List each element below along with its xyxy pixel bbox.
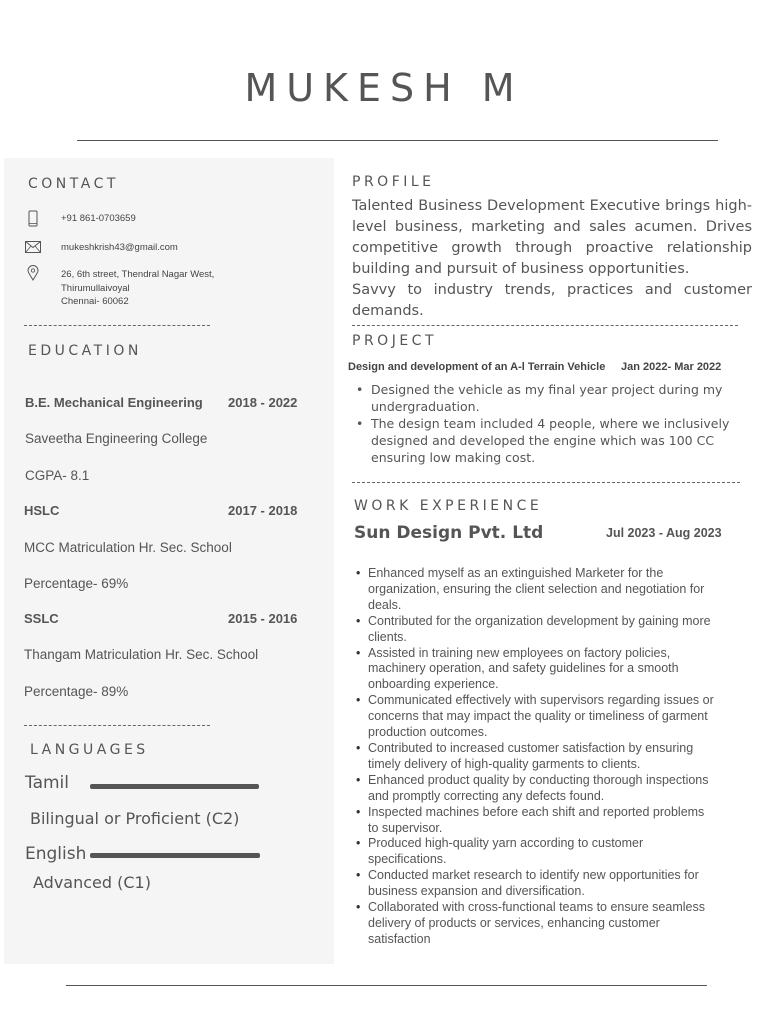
email-icon <box>25 240 41 258</box>
education-degree: HSLC <box>24 503 60 518</box>
footer-divider <box>66 985 707 986</box>
education-score: Percentage- 89% <box>24 684 129 699</box>
list-item: • Enhanced product quality by conducting thorough inspections and promptly correcting any defects found. <box>368 773 718 805</box>
list-item: • Contributed for the organization development by gaining more clients. <box>368 614 718 646</box>
list-item: • Assisted in training new employees on factory policies, machinery operation, and safety guidelines for a smooth onboarding experience. <box>368 646 718 694</box>
list-item: • The design team included 4 people, where we inclusively designed and developed the engine which was 100 CC ensuring low making cost. <box>370 415 755 466</box>
project-heading: PROJECT <box>352 333 437 349</box>
education-heading: EDUCATION <box>28 343 142 359</box>
profile-summary <box>352 196 752 322</box>
project-bullets <box>370 381 755 466</box>
education-years: 2018 - 2022 <box>228 395 298 410</box>
company-name: Sun Design Pvt. Ltd <box>354 523 544 543</box>
list-item: • Inspected machines before each shift and reported problems to supervisor. <box>368 805 718 837</box>
list-item: • Conducted market research to identify new opportunities for business expansion and diversification. <box>368 868 718 900</box>
language-level: Bilingual or Proficient (C2) <box>30 809 240 828</box>
language-name: Tamil <box>25 773 69 793</box>
education-school: MCC Matriculation Hr. Sec. School <box>24 540 232 555</box>
language-name: English <box>25 844 87 864</box>
profile-paragraph: Savvy to industry trends, practices and customer demands. <box>352 282 752 319</box>
location-pin-icon <box>27 265 39 286</box>
education-degree: SSLC <box>24 611 59 626</box>
education-years: 2015 - 2016 <box>228 611 298 626</box>
education-degree: B.E. Mechanical Engineering <box>25 395 203 410</box>
list-item: • Produced high-quality yarn according to customer specifications. <box>368 836 718 868</box>
address-line: Chennai- 60062 <box>61 296 129 307</box>
address-line: 26, 6th street, Thendral Nagar West, <box>61 269 215 280</box>
phone-icon <box>28 210 38 232</box>
contact-address <box>61 268 214 309</box>
address-line: Thirumullaivoyal <box>61 282 130 294</box>
section-divider <box>24 325 210 326</box>
section-divider <box>352 325 738 326</box>
header-divider <box>77 140 718 141</box>
list-item: • Contributed to increased customer satisfaction by ensuring timely delivery of high-quality garments to clients. <box>368 741 718 773</box>
work-dates: Jul 2023 - Aug 2023 <box>606 526 722 540</box>
education-years: 2017 - 2018 <box>228 503 298 518</box>
profile-heading: PROFILE <box>352 174 435 190</box>
list-item: • Enhanced myself as an extinguished Marketer for the organization, ensuring the client selection and negotiation for deals. <box>368 566 718 614</box>
education-score: CGPA- 8.1 <box>25 468 90 483</box>
contact-phone: +91 861-0703659 <box>61 213 136 224</box>
list-item: • Collaborated with cross-functional teams to ensure seamless delivery of products or services, enhancing customer satisfaction <box>368 900 718 948</box>
section-divider <box>352 482 740 483</box>
project-dates: Jan 2022- Mar 2022 <box>621 361 722 373</box>
education-school: Saveetha Engineering College <box>25 431 208 446</box>
education-school: Thangam Matriculation Hr. Sec. School <box>24 647 259 662</box>
resume-name: MUKESH M <box>244 66 524 110</box>
education-score: Percentage- 69% <box>24 576 129 591</box>
language-proficiency-bar <box>90 784 259 789</box>
work-bullets <box>368 566 718 948</box>
list-item: • Communicated effectively with supervisors regarding issues or concerns that may impact the quality or timeliness of garment production outcomes. <box>368 693 718 741</box>
work-experience-heading: WORK EXPERIENCE <box>354 498 543 514</box>
project-name: Design and development of an A-l Terrain Vehicle <box>348 361 606 373</box>
language-level: Advanced (C1) <box>33 873 151 892</box>
language-proficiency-bar <box>90 853 260 858</box>
contact-email: mukeshkrish43@gmail.com <box>61 242 178 253</box>
list-item: • Designed the vehicle as my final year project during my undergraduation. <box>370 381 755 415</box>
contact-heading: CONTACT <box>28 176 119 192</box>
profile-paragraph: Talented Business Development Executive brings high-level business, marketing and sales acumen. Drives competitive growth through proactive relationship building and pursuit of business opportunities. <box>352 198 752 277</box>
section-divider <box>24 725 210 726</box>
languages-heading: LANGUAGES <box>30 742 149 758</box>
